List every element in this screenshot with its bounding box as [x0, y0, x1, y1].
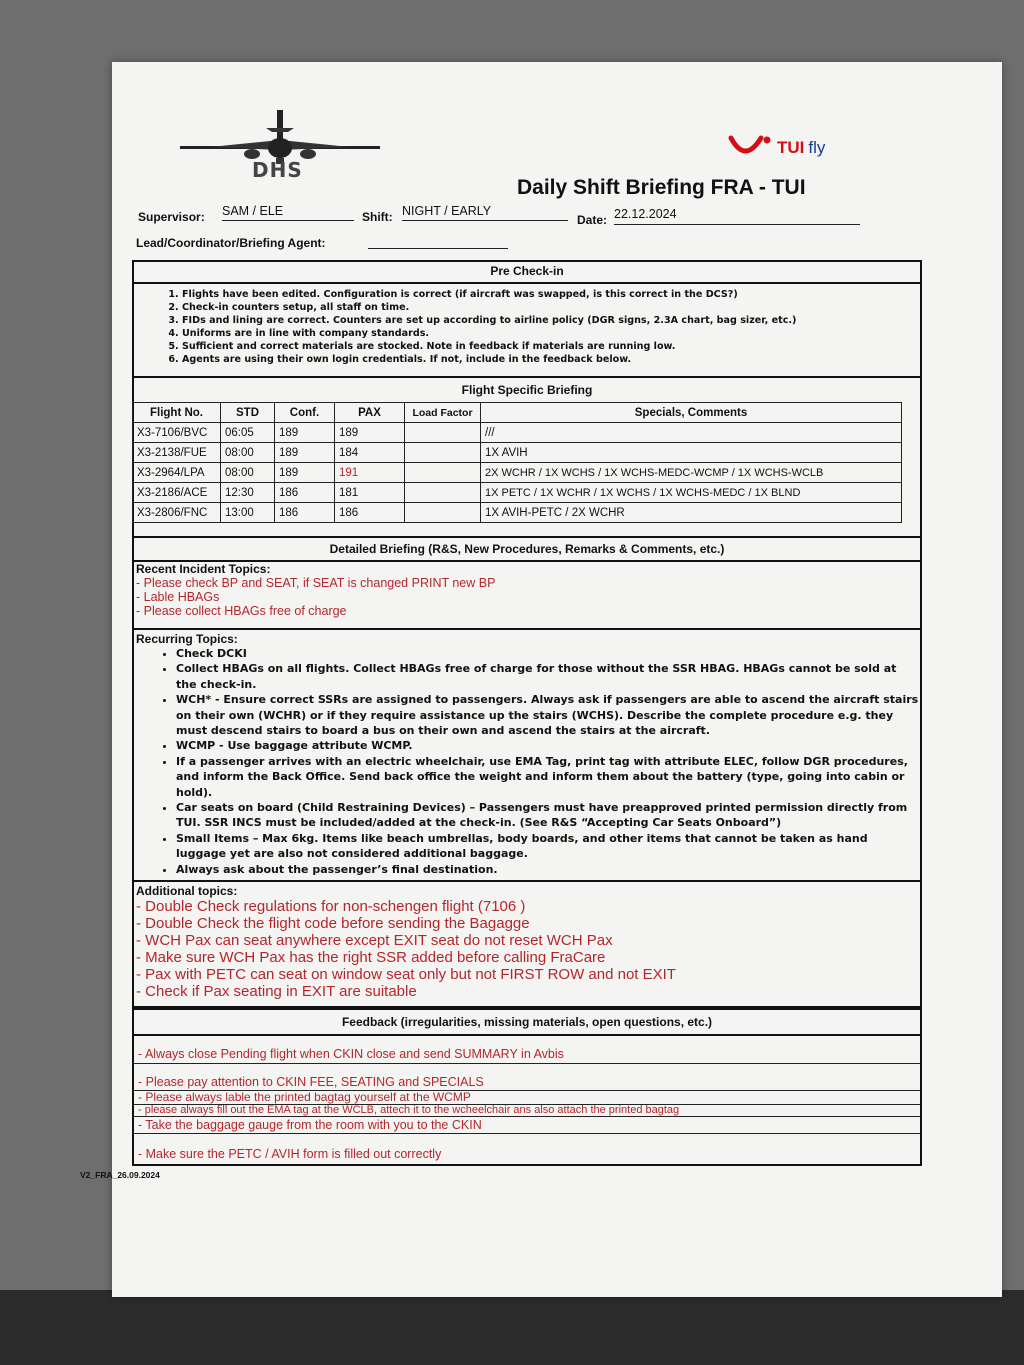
cell-conf: 189 [275, 423, 335, 443]
cell-std: 06:05 [221, 423, 275, 443]
shift-label: Shift: [362, 210, 393, 224]
list-item: • WCH* - Ensure correct SSRs are assigned to passengers. Always ask if passengers are able to ascend the aircraft stairs on their own (WCHR) or if they require assistance up the stairs (WCHS). Describe the complete procedure e.g. they must descend stairs to board a bus on their own and ascend the stairs at the aircraft. [176, 692, 920, 738]
date-value: 22.12.2024 [614, 207, 677, 221]
cell-comments: 2X WCHR / 1X WCHS / 1X WCHS-MEDC-WCMP / 1X WCHS-WCLB [481, 463, 902, 483]
cell-comments: 1X AVIH [481, 443, 902, 463]
dhs-logo-text: DHS [252, 158, 303, 182]
col-comments: Specials, Comments [481, 403, 902, 423]
desk-background [0, 1290, 1024, 1365]
list-item: 5. Sufficient and correct materials are stocked. Note in feedback if materials are running low. [182, 340, 920, 353]
shift-value: NIGHT / EARLY [402, 204, 492, 218]
recurring-topics-title: Recurring Topics: [136, 632, 238, 646]
dhs-logo [180, 110, 380, 190]
cell-std: 08:00 [221, 443, 275, 463]
tui-smile-icon [727, 134, 771, 163]
cell-flight: X3-2138/FUE [133, 443, 221, 463]
list-item: • Collect HBAGs on all flights. Collect HBAGs free of charge for those without the SSR HBAG. HBAGs cannot be sold at the check-in. [176, 661, 920, 692]
cell-load-factor [405, 423, 481, 443]
col-pax: PAX [335, 403, 405, 423]
feedback-line: - Please always lable the printed bagtag yourself at the WCMP [134, 1091, 920, 1105]
table-row [133, 503, 902, 523]
cell-comments: /// [481, 423, 902, 443]
cell-flight: X3-2186/ACE [133, 483, 221, 503]
detailed-briefing-section [132, 538, 922, 1008]
additional-topics-title: Additional topics: [136, 884, 238, 898]
additional-topic-item: - Pax with PETC can seat on window seat only but not FIRST ROW and not EXIT [136, 966, 676, 983]
supervisor-label: Supervisor: [138, 210, 205, 224]
recent-incidents-title: Recent Incident Topics: [136, 562, 271, 576]
table-row [133, 483, 902, 503]
additional-topic-item: - Double Check the flight code before sending the Bagagge [136, 915, 530, 932]
page-title: Daily Shift Briefing FRA - TUI [517, 176, 806, 199]
cell-flight: X3-2964/LPA [133, 463, 221, 483]
cell-load-factor [405, 443, 481, 463]
list-item: 6. Agents are using their own login credentials. If not, include in the feedback below. [182, 353, 920, 366]
cell-conf: 186 [275, 503, 335, 523]
list-item: • If a passenger arrives with an electric wheelchair, use EMA Tag, print tag with attribute ELEC, follow DGR procedures, and inform the Back Office. Send back office the weight and inform them about the battery (type, going into cabin or hold). [176, 754, 920, 800]
cell-std: 08:00 [221, 463, 275, 483]
cell-comments: 1X PETC / 1X WCHR / 1X WCHS / 1X WCHS-MEDC / 1X BLND [481, 483, 902, 503]
cell-load-factor [405, 503, 481, 523]
feedback-section [132, 1008, 922, 1166]
cell-std: 12:30 [221, 483, 275, 503]
cell-comments: 1X AVIH-PETC / 2X WCHR [481, 503, 902, 523]
cell-pax: 189 [335, 423, 405, 443]
list-item: 2. Check-in counters setup, all staff on time. [182, 301, 920, 314]
date-field [614, 207, 860, 225]
pre-checkin-section [132, 260, 922, 378]
list-item: • Car seats on board (Child Restraining Devices) – Passengers must have preapproved printed permission directly from TUI. SSR INCS must be included/added at the check-in. (See R&S “Accepting Car Seats Onboard”) [176, 800, 920, 831]
tui-text: TUI [777, 137, 805, 157]
recent-incident-item: - Please collect HBAGs free of charge [136, 604, 347, 618]
tui-fly-logo [727, 134, 825, 163]
flight-briefing-heading: Flight Specific Briefing [461, 383, 593, 397]
cell-pax: 181 [335, 483, 405, 503]
list-item: • Check DCKI [176, 646, 920, 661]
cell-conf: 189 [275, 463, 335, 483]
cell-conf: 189 [275, 443, 335, 463]
feedback-line: - Please pay attention to CKIN FEE, SEATING and SPECIALS [134, 1064, 920, 1091]
cell-pax: 184 [335, 443, 405, 463]
recent-incidents-block [134, 562, 920, 630]
feedback-heading: Feedback (irregularities, missing materials, open questions, etc.) [134, 1010, 920, 1036]
cell-conf: 186 [275, 483, 335, 503]
feedback-line: - Take the baggage gauge from the room with you to the CKIN [134, 1117, 920, 1134]
recurring-topics-block [134, 630, 920, 882]
feedback-line: - Make sure the PETC / AVIH form is filled out correctly [138, 1147, 442, 1161]
list-item: • WCMP - Use baggage attribute WCMP. [176, 738, 920, 753]
additional-topic-item: - Make sure WCH Pax has the right SSR added before calling FraCare [136, 949, 606, 966]
supervisor-field [222, 204, 354, 221]
col-conf: Conf. [275, 403, 335, 423]
pre-checkin-list [134, 288, 920, 366]
recurring-topics-list [136, 646, 920, 877]
additional-topic-item: - WCH Pax can seat anywhere except EXIT seat do not reset WCH Pax [136, 932, 613, 949]
flight-briefing-section [132, 378, 922, 538]
fly-text: fly [808, 137, 826, 157]
table-header-row [133, 403, 902, 423]
table-row [133, 423, 902, 443]
detailed-briefing-heading: Detailed Briefing (R&S, New Procedures, Remarks & Comments, etc.) [134, 538, 920, 562]
list-item: • Small Items – Max 6kg. Items like beach umbrellas, body boards, and other items that cannot be taken as hand luggage yet are also not considered additional baggage. [176, 831, 920, 862]
cell-pax-overbooked: 191 [335, 463, 405, 483]
feedback-line: - Always close Pending flight when CKIN close and send SUMMARY in Avbis [134, 1036, 920, 1064]
feedback-line: - please always fill out the EMA tag at the WCLB, attech it to the wcheelchair ans also attach the printed bagtag [134, 1105, 920, 1117]
table-row [133, 443, 902, 463]
additional-topics-block [134, 882, 920, 1000]
cell-flight: X3-2806/FNC [133, 503, 221, 523]
additional-topic-item: - Double Check regulations for non-schengen flight (7106 ) [136, 898, 526, 915]
date-label: Date: [577, 213, 608, 227]
recent-incident-item: - Lable HBAGs [136, 590, 220, 604]
cell-load-factor [405, 483, 481, 503]
version-footer: V2_FRA_26.09.2024 [80, 1170, 160, 1180]
list-item: • Always ask about the passenger’s final destination. [176, 862, 920, 877]
cell-flight: X3-7106/BVC [133, 423, 221, 443]
additional-topic-item: - Check if Pax seating in EXIT are suitable [136, 983, 417, 1000]
lead-label: Lead/Coordinator/Briefing Agent: [136, 236, 326, 250]
recent-incident-item: - Please check BP and SEAT, if SEAT is changed PRINT new BP [136, 576, 496, 590]
col-flight: Flight No. [133, 403, 221, 423]
lead-field [368, 234, 508, 249]
cell-load-factor [405, 463, 481, 483]
flights-table [132, 402, 902, 523]
supervisor-value: SAM / ELE [222, 204, 284, 218]
list-item: 1. Flights have been edited. Configuration is correct (if aircraft was swapped, is this correct in the DCS?) [182, 288, 920, 301]
table-row [133, 463, 902, 483]
shift-field [402, 204, 568, 221]
pre-checkin-heading: Pre Check-in [134, 262, 920, 284]
col-load-factor: Load Factor [405, 403, 481, 423]
cell-pax: 186 [335, 503, 405, 523]
list-item: 3. FIDs and lining are correct. Counters are set up according to airline policy (DGR signs, 2.3A chart, bag sizer, etc.) [182, 314, 920, 327]
cell-std: 13:00 [221, 503, 275, 523]
col-std: STD [221, 403, 275, 423]
list-item: 4. Uniforms are in line with company standards. [182, 327, 920, 340]
briefing-sheet [80, 62, 1002, 1297]
